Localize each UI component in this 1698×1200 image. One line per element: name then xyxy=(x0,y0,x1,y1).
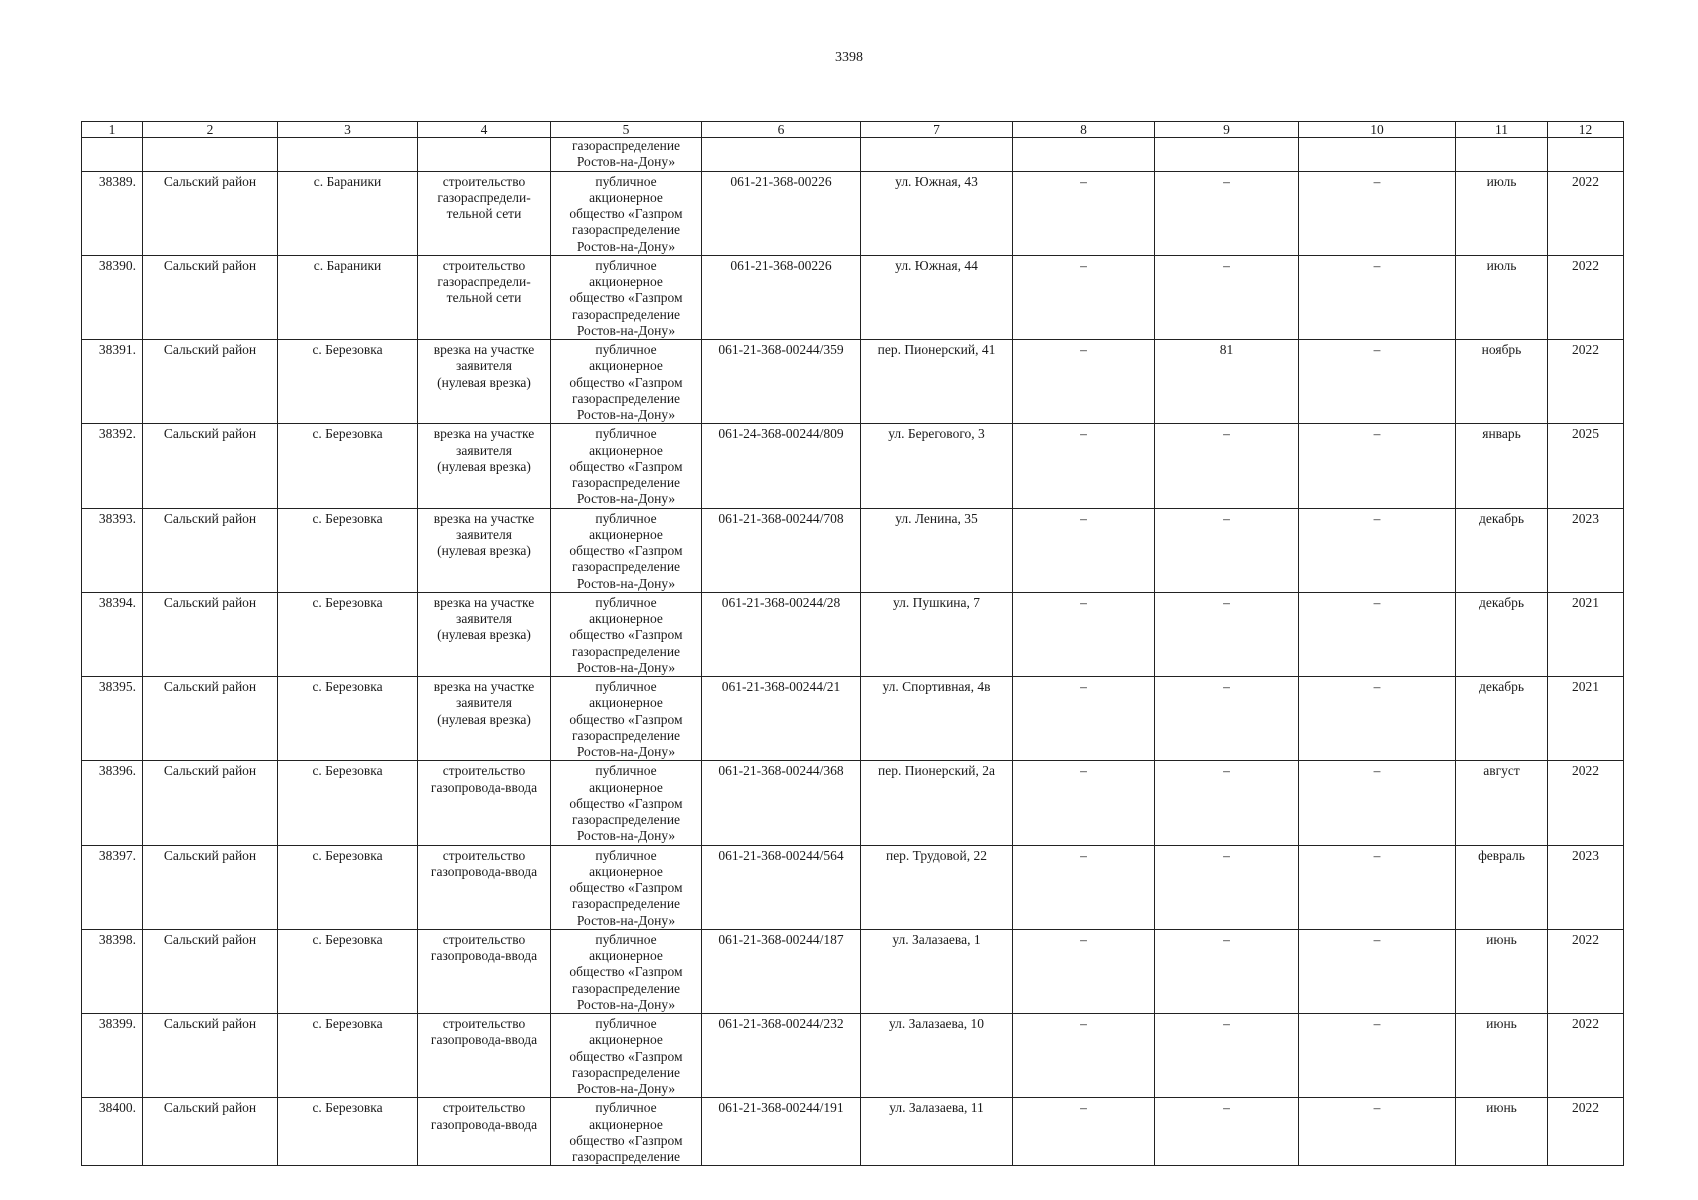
row-number-cell: 38390. xyxy=(82,255,143,339)
column-8-cell: – xyxy=(1013,508,1155,592)
project-code-cell: 061-21-368-00226 xyxy=(702,171,861,255)
organization-cell: публичное акционерное общество «Газпром газораспределение Ростов-на-Дону» xyxy=(551,592,702,676)
table-header xyxy=(82,122,1624,138)
project-code-cell: 061-24-368-00244/809 xyxy=(702,424,861,508)
column-9-cell: – xyxy=(1155,1014,1299,1098)
locality-cell: с. Березовка xyxy=(278,1098,418,1166)
column-9-cell: – xyxy=(1155,592,1299,676)
row-number-cell: 38396. xyxy=(82,761,143,845)
district-cell: Сальский район xyxy=(143,1098,278,1166)
organization-cell: публичное акционерное общество «Газпром газораспределение Ростов-на-Дону» xyxy=(551,845,702,929)
month-cell: июнь xyxy=(1456,1098,1548,1166)
organization-cell: публичное акционерное общество «Газпром газораспределение Ростов-на-Дону» xyxy=(551,677,702,761)
column-10-cell: – xyxy=(1299,340,1456,424)
project-code-cell: 061-21-368-00244/28 xyxy=(702,592,861,676)
year-cell: 2022 xyxy=(1548,1098,1624,1166)
locality-cell: с. Березовка xyxy=(278,592,418,676)
column-8-cell: – xyxy=(1013,677,1155,761)
district-cell: Сальский район xyxy=(143,929,278,1013)
table-body xyxy=(82,138,1624,1166)
locality-cell: с. Бараники xyxy=(278,171,418,255)
row-number-cell: 38398. xyxy=(82,929,143,1013)
organization-cell: публичное акционерное общество «Газпром газораспределение Ростов-на-Дону» xyxy=(551,171,702,255)
locality-cell: с. Березовка xyxy=(278,1014,418,1098)
column-header: 2 xyxy=(143,122,278,138)
month-cell: ноябрь xyxy=(1456,340,1548,424)
column-8-cell: – xyxy=(1013,1098,1155,1166)
table-cell xyxy=(702,138,861,172)
column-header: 11 xyxy=(1456,122,1548,138)
project-code-cell: 061-21-368-00244/564 xyxy=(702,845,861,929)
table-row xyxy=(82,929,1624,1013)
column-9-cell: – xyxy=(1155,255,1299,339)
continuation-row xyxy=(82,138,1624,172)
column-header: 12 xyxy=(1548,122,1624,138)
locality-cell: с. Березовка xyxy=(278,845,418,929)
table-cell xyxy=(418,138,551,172)
address-cell: ул. Южная, 44 xyxy=(861,255,1013,339)
work-type-cell: строительство газопровода-ввода xyxy=(418,1014,551,1098)
organization-cell: публичное акционерное общество «Газпром газораспределение Ростов-на-Дону» xyxy=(551,1014,702,1098)
column-header: 10 xyxy=(1299,122,1456,138)
page-number: 3398 xyxy=(835,50,863,65)
month-cell: декабрь xyxy=(1456,508,1548,592)
locality-cell: с. Березовка xyxy=(278,677,418,761)
project-code-cell: 061-21-368-00244/232 xyxy=(702,1014,861,1098)
table-row xyxy=(82,1014,1624,1098)
column-10-cell: – xyxy=(1299,845,1456,929)
table-row xyxy=(82,424,1624,508)
project-code-cell: 061-21-368-00226 xyxy=(702,255,861,339)
district-cell: Сальский район xyxy=(143,340,278,424)
table-row xyxy=(82,171,1624,255)
work-type-cell: строительство газораспредели- тельной сети xyxy=(418,255,551,339)
table-cell xyxy=(1456,138,1548,172)
work-type-cell: строительство газопровода-ввода xyxy=(418,761,551,845)
organization-cell: публичное акционерное общество «Газпром газораспределение Ростов-на-Дону» xyxy=(551,508,702,592)
column-8-cell: – xyxy=(1013,845,1155,929)
column-header: 5 xyxy=(551,122,702,138)
project-code-cell: 061-21-368-00244/187 xyxy=(702,929,861,1013)
address-cell: пер. Пионерский, 41 xyxy=(861,340,1013,424)
address-cell: ул. Залазаева, 1 xyxy=(861,929,1013,1013)
row-number-cell: 38399. xyxy=(82,1014,143,1098)
column-8-cell: – xyxy=(1013,340,1155,424)
column-10-cell: – xyxy=(1299,171,1456,255)
column-9-cell: 81 xyxy=(1155,340,1299,424)
year-cell: 2025 xyxy=(1548,424,1624,508)
column-10-cell: – xyxy=(1299,677,1456,761)
column-10-cell: – xyxy=(1299,1098,1456,1166)
address-cell: ул. Пушкина, 7 xyxy=(861,592,1013,676)
column-10-cell: – xyxy=(1299,761,1456,845)
column-9-cell: – xyxy=(1155,845,1299,929)
column-8-cell: – xyxy=(1013,929,1155,1013)
column-header: 1 xyxy=(82,122,143,138)
column-9-cell: – xyxy=(1155,1098,1299,1166)
work-type-cell: врезка на участке заявителя (нулевая врезка) xyxy=(418,508,551,592)
district-cell: Сальский район xyxy=(143,677,278,761)
address-cell: ул. Спортивная, 4в xyxy=(861,677,1013,761)
table-cell xyxy=(861,138,1013,172)
address-cell: ул. Залазаева, 10 xyxy=(861,1014,1013,1098)
locality-cell: с. Березовка xyxy=(278,508,418,592)
column-number-row xyxy=(82,122,1624,138)
year-cell: 2023 xyxy=(1548,845,1624,929)
work-type-cell: врезка на участке заявителя (нулевая врезка) xyxy=(418,340,551,424)
table-row xyxy=(82,255,1624,339)
row-number-cell: 38395. xyxy=(82,677,143,761)
row-number-cell: 38392. xyxy=(82,424,143,508)
month-cell: декабрь xyxy=(1456,677,1548,761)
address-cell: пер. Трудовой, 22 xyxy=(861,845,1013,929)
organization-cell: публичное акционерное общество «Газпром газораспределение xyxy=(551,1098,702,1166)
table-cell xyxy=(1299,138,1456,172)
column-header: 7 xyxy=(861,122,1013,138)
row-number-cell: 38397. xyxy=(82,845,143,929)
work-type-cell: врезка на участке заявителя (нулевая врезка) xyxy=(418,424,551,508)
address-cell: ул. Ленина, 35 xyxy=(861,508,1013,592)
column-header: 6 xyxy=(702,122,861,138)
column-9-cell: – xyxy=(1155,424,1299,508)
year-cell: 2023 xyxy=(1548,508,1624,592)
district-cell: Сальский район xyxy=(143,761,278,845)
column-8-cell: – xyxy=(1013,1014,1155,1098)
year-cell: 2021 xyxy=(1548,677,1624,761)
table-row xyxy=(82,508,1624,592)
district-cell: Сальский район xyxy=(143,508,278,592)
year-cell: 2022 xyxy=(1548,171,1624,255)
column-header: 9 xyxy=(1155,122,1299,138)
work-type-cell: врезка на участке заявителя (нулевая врезка) xyxy=(418,592,551,676)
table-row xyxy=(82,677,1624,761)
column-8-cell: – xyxy=(1013,424,1155,508)
locality-cell: с. Бараники xyxy=(278,255,418,339)
table-cell xyxy=(1013,138,1155,172)
address-cell: пер. Пионерский, 2а xyxy=(861,761,1013,845)
month-cell: февраль xyxy=(1456,845,1548,929)
district-cell: Сальский район xyxy=(143,592,278,676)
column-9-cell: – xyxy=(1155,761,1299,845)
month-cell: август xyxy=(1456,761,1548,845)
column-10-cell: – xyxy=(1299,508,1456,592)
row-number-cell: 38400. xyxy=(82,1098,143,1166)
locality-cell: с. Березовка xyxy=(278,761,418,845)
district-cell: Сальский район xyxy=(143,845,278,929)
district-cell: Сальский район xyxy=(143,1014,278,1098)
year-cell: 2021 xyxy=(1548,592,1624,676)
column-header: 4 xyxy=(418,122,551,138)
project-code-cell: 061-21-368-00244/21 xyxy=(702,677,861,761)
column-header: 3 xyxy=(278,122,418,138)
organization-cell: публичное акционерное общество «Газпром газораспределение Ростов-на-Дону» xyxy=(551,929,702,1013)
month-cell: июль xyxy=(1456,171,1548,255)
table-cell xyxy=(82,138,143,172)
month-cell: июнь xyxy=(1456,1014,1548,1098)
year-cell: 2022 xyxy=(1548,761,1624,845)
row-number-cell: 38389. xyxy=(82,171,143,255)
project-code-cell: 061-21-368-00244/191 xyxy=(702,1098,861,1166)
column-9-cell: – xyxy=(1155,508,1299,592)
table-cell xyxy=(1548,138,1624,172)
column-8-cell: – xyxy=(1013,761,1155,845)
organization-cell: публичное акционерное общество «Газпром газораспределение Ростов-на-Дону» xyxy=(551,255,702,339)
month-cell: июнь xyxy=(1456,929,1548,1013)
project-code-cell: 061-21-368-00244/708 xyxy=(702,508,861,592)
column-10-cell: – xyxy=(1299,255,1456,339)
address-cell: ул. Южная, 43 xyxy=(861,171,1013,255)
year-cell: 2022 xyxy=(1548,929,1624,1013)
address-cell: ул. Залазаева, 11 xyxy=(861,1098,1013,1166)
month-cell: январь xyxy=(1456,424,1548,508)
year-cell: 2022 xyxy=(1548,255,1624,339)
column-9-cell: – xyxy=(1155,929,1299,1013)
row-number-cell: 38394. xyxy=(82,592,143,676)
year-cell: 2022 xyxy=(1548,1014,1624,1098)
column-8-cell: – xyxy=(1013,592,1155,676)
table-row xyxy=(82,592,1624,676)
column-header: 8 xyxy=(1013,122,1155,138)
work-type-cell: строительство газопровода-ввода xyxy=(418,1098,551,1166)
locality-cell: с. Березовка xyxy=(278,340,418,424)
column-9-cell: – xyxy=(1155,171,1299,255)
locality-cell: с. Березовка xyxy=(278,424,418,508)
column-8-cell: – xyxy=(1013,171,1155,255)
address-cell: ул. Берегового, 3 xyxy=(861,424,1013,508)
column-10-cell: – xyxy=(1299,424,1456,508)
table-row xyxy=(82,761,1624,845)
table-cell xyxy=(1155,138,1299,172)
district-cell: Сальский район xyxy=(143,424,278,508)
column-10-cell: – xyxy=(1299,592,1456,676)
project-code-cell: 061-21-368-00244/368 xyxy=(702,761,861,845)
column-10-cell: – xyxy=(1299,1014,1456,1098)
locality-cell: с. Березовка xyxy=(278,929,418,1013)
row-number-cell: 38391. xyxy=(82,340,143,424)
table-row xyxy=(82,340,1624,424)
year-cell: 2022 xyxy=(1548,340,1624,424)
district-cell: Сальский район xyxy=(143,255,278,339)
column-9-cell: – xyxy=(1155,677,1299,761)
table-row xyxy=(82,1098,1624,1166)
organization-cell: публичное акционерное общество «Газпром газораспределение Ростов-на-Дону» xyxy=(551,340,702,424)
month-cell: июль xyxy=(1456,255,1548,339)
table-cell xyxy=(143,138,278,172)
month-cell: декабрь xyxy=(1456,592,1548,676)
table-cell xyxy=(278,138,418,172)
work-type-cell: строительство газопровода-ввода xyxy=(418,929,551,1013)
project-code-cell: 061-21-368-00244/359 xyxy=(702,340,861,424)
row-number-cell: 38393. xyxy=(82,508,143,592)
column-8-cell: – xyxy=(1013,255,1155,339)
table-row xyxy=(82,845,1624,929)
registry-table xyxy=(81,121,1624,1166)
organization-cell: публичное акционерное общество «Газпром газораспределение Ростов-на-Дону» xyxy=(551,424,702,508)
work-type-cell: врезка на участке заявителя (нулевая врезка) xyxy=(418,677,551,761)
organization-cell: газораспределение Ростов-на-Дону» xyxy=(551,138,702,172)
organization-cell: публичное акционерное общество «Газпром газораспределение Ростов-на-Дону» xyxy=(551,761,702,845)
work-type-cell: строительство газораспредели- тельной сети xyxy=(418,171,551,255)
column-10-cell: – xyxy=(1299,929,1456,1013)
work-type-cell: строительство газопровода-ввода xyxy=(418,845,551,929)
district-cell: Сальский район xyxy=(143,171,278,255)
